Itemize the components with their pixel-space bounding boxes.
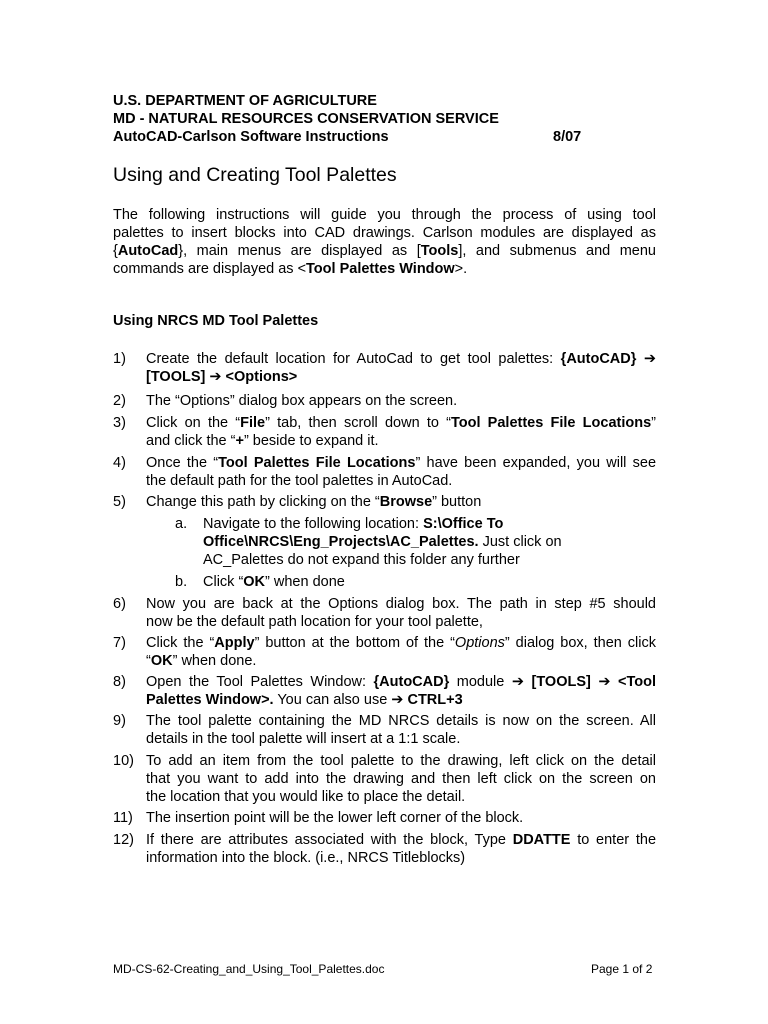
intro-line-4 [113, 260, 656, 278]
step-text-bold: + [235, 433, 244, 449]
step-text-part: that you want to add into the drawing and then left click on the screen on [146, 771, 656, 787]
intro-text: }, main menus are displayed as [ [178, 243, 421, 259]
footer-filename: MD-CS-62-Creating_and_Using_Tool_Palettes.doc [113, 962, 385, 976]
step-text-part: If there are attributes associated with the block, Type [146, 832, 513, 848]
step-text-part: the default path for the tool palettes in AutoCad. [146, 473, 453, 489]
step-text-part: Open the Tool Palettes Window: [146, 674, 374, 690]
step-text-part: details in the tool palette will insert at a 1:1 scale. [146, 731, 461, 747]
footer-page-number: Page 1 of 2 [591, 962, 653, 976]
step-text-bold: Apply [214, 635, 255, 651]
intro-line-2: palettes to insert blocks into CAD drawings. Carlson modules are displayed as [113, 225, 656, 241]
header-agency: U.S. DEPARTMENT OF AGRICULTURE [113, 93, 377, 109]
step-text [146, 809, 656, 827]
step-text-part: The “Options” dialog box appears on the screen. [146, 393, 458, 409]
step-text-bold: Palettes Window>. [146, 692, 274, 708]
step-text-part: “ [146, 653, 151, 669]
step-number: 3) [113, 415, 126, 431]
step-text-part: ” when done [265, 574, 345, 590]
step-number: 11) [113, 810, 133, 826]
intro-line-3 [113, 242, 656, 260]
step-text-part: ” dialog box, then click [504, 635, 656, 651]
step-text-part: and click the “ [146, 433, 236, 449]
step-text-part: ” [651, 415, 656, 431]
step-text-bold: Tool Palettes File Locations [218, 455, 416, 471]
header-date: 8/07 [553, 129, 582, 145]
step-text-bold: Browse [379, 494, 433, 510]
substep-letter: a. [175, 516, 188, 532]
step-number: 9) [113, 713, 126, 729]
intro-text: >. [454, 261, 468, 277]
step-text-bold: S:\Office To [423, 516, 504, 532]
step-text-part: AC_Palettes do not expand this folder any further [203, 552, 520, 568]
step-text-part: information into the block. (i.e., NRCS Titleblocks) [146, 850, 466, 866]
step-text-part: now be the default path location for your tool palette, [146, 614, 483, 630]
intro-bold: AutoCad [117, 243, 179, 259]
step-number: 10) [113, 753, 134, 769]
header-service: MD - NATURAL RESOURCES CONSERVATION SERVICE [113, 111, 499, 127]
header-doc-type: AutoCAD-Carlson Software Instructions [113, 129, 389, 145]
step-text-part: Just click on [478, 534, 562, 550]
step-text-part: Navigate to the following location: [203, 516, 424, 532]
step-number: 6) [113, 596, 126, 612]
step-text-bold: ➔ CTRL+3 [391, 692, 463, 708]
step-number: 12) [113, 832, 134, 848]
page-title: Using and Creating Tool Palettes [113, 164, 397, 186]
step-text-part: Click on the “ [146, 415, 241, 431]
step-text-part: The insertion point will be the lower left corner of the block. [146, 810, 524, 826]
step-text-part: ” button [432, 494, 482, 510]
step-number: 7) [113, 635, 126, 651]
substep-text [203, 515, 605, 569]
step-text-part: Click “ [203, 574, 244, 590]
step-text-part: ” beside to expand it. [243, 433, 379, 449]
step-text-bold: File [240, 415, 266, 431]
step-number: 5) [113, 494, 126, 510]
intro-paragraph [113, 206, 656, 278]
step-text [146, 752, 656, 806]
step-text-bold: {AutoCAD} ➔ [560, 351, 656, 367]
step-text [146, 493, 656, 511]
step-number: 8) [113, 674, 126, 690]
step-text-italic: Options [454, 635, 505, 651]
step-text [146, 414, 656, 450]
intro-text: commands are displayed as < [113, 261, 307, 277]
step-text-part: ” button at the bottom of the “ [254, 635, 455, 651]
step-number: 2) [113, 393, 126, 409]
intro-bold: Tools [420, 243, 459, 259]
step-text [146, 831, 656, 867]
step-text-part: Click the “ [146, 635, 215, 651]
step-text-bold: {AutoCAD} [373, 674, 450, 690]
step-text-part: To add an item from the tool palette to the drawing, left click on the detail [146, 753, 656, 769]
step-text-bold: OK [150, 653, 173, 669]
step-text-part: The tool palette containing the MD NRCS details is now on the screen. All [146, 713, 656, 729]
intro-text: ], and submenus and menu [458, 243, 656, 259]
step-text-bold: ➔ [TOOLS] ➔ <Tool [511, 674, 656, 690]
step-text-bold: DDATTE [512, 832, 571, 848]
step-text [146, 712, 656, 748]
step-text-part: the location that you would like to place the detail. [146, 789, 466, 805]
substep-text [203, 573, 605, 591]
intro-bold: Tool Palettes Window [306, 261, 455, 277]
step-text-part: Change this path by clicking on the “ [146, 494, 380, 510]
step-text-part: ” have been expanded, you will see [415, 455, 657, 471]
step-text [146, 350, 656, 386]
section-heading: Using NRCS MD Tool Palettes [113, 313, 319, 329]
step-text [146, 595, 656, 631]
step-text-part: Now you are back at the Options dialog box. The path in step #5 should [146, 596, 656, 612]
step-text-part: Create the default location for AutoCad to get tool palettes: [146, 351, 561, 367]
step-text-bold: Tool Palettes File Locations [450, 415, 652, 431]
intro-text: { [113, 243, 118, 259]
step-text-bold: OK [243, 574, 266, 590]
step-text-part: module [449, 674, 512, 690]
step-text-part: You can also use [273, 692, 392, 708]
step-text-bold: [TOOLS] ➔ <Options> [146, 369, 298, 385]
step-text [146, 673, 656, 709]
step-text-part: to enter the [570, 832, 657, 848]
step-text [146, 454, 656, 490]
step-text-part: ” when done. [172, 653, 257, 669]
step-text [146, 634, 656, 670]
step-text [146, 392, 656, 410]
step-text-part: ” tab, then scroll down to “ [265, 415, 451, 431]
step-number: 4) [113, 455, 126, 471]
step-text-bold: Office\NRCS\Eng_Projects\AC_Palettes. [203, 534, 479, 550]
intro-line-1: The following instructions will guide you through the process of using tool [113, 207, 656, 223]
step-text-part: Once the “ [146, 455, 219, 471]
substep-letter: b. [175, 574, 188, 590]
step-number: 1) [113, 351, 126, 367]
